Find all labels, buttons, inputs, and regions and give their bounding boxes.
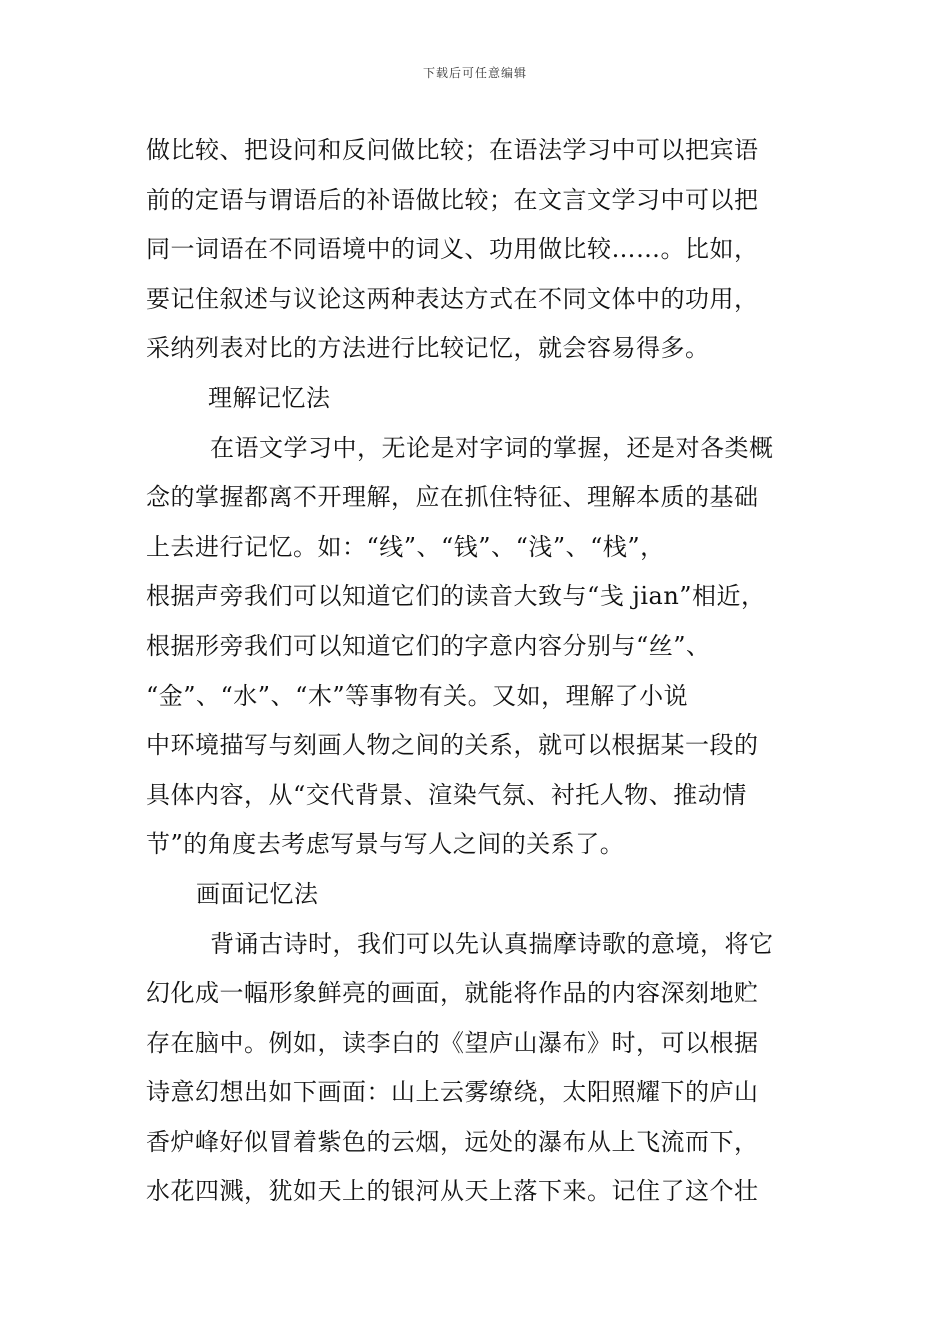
section-heading-picture-memory: 画面记忆法 xyxy=(196,879,319,908)
body-line: 前的定语与谓语后的补语做比较；在文言文学习中可以把 xyxy=(146,185,759,214)
body-line: 中环境描写与刻画人物之间的关系，就可以根据某一段的 xyxy=(146,731,759,760)
document-body xyxy=(146,126,816,1217)
body-line: 采纳列表对比的方法进行比较记忆，就会容易得多。 xyxy=(146,334,710,363)
paragraph-first-line: 背诵古诗时，我们可以先认真揣摩诗歌的意境，将它 xyxy=(210,929,774,958)
body-line: “金”、“水”、“木”等事物有关。又如，理解了小说 xyxy=(146,681,689,710)
body-line: 节”的角度去考虑写景与写人之间的关系了。 xyxy=(146,830,625,859)
body-line: 存在脑中。例如，读李白的《望庐山瀑布》时，可以根据 xyxy=(146,1028,759,1057)
page-header: 下载后可任意编辑 xyxy=(422,66,527,80)
section-heading-understanding-memory: 理解记忆法 xyxy=(208,383,331,412)
body-line: 根据声旁我们可以知道它们的读音大致与“戋 jian”相近， xyxy=(146,582,766,611)
body-line: 做比较、把设问和反问做比较；在语法学习中可以把宾语 xyxy=(146,136,759,164)
body-line: 同一词语在不同语境中的词义、功用做比较……。比如， xyxy=(146,235,759,264)
paragraph-first-line: 在语文学习中，无论是对字词的掌握，还是对各类概 xyxy=(210,433,774,462)
body-line: 具体内容，从“交代背景、渲染气氛、衬托人物、推动情 xyxy=(146,780,747,809)
body-line: 要记住叙述与议论这两种表达方式在不同文体中的功用， xyxy=(146,284,759,313)
body-line: 水花四溅，犹如天上的银河从天上落下来。记住了这个壮 xyxy=(146,1177,759,1206)
body-line: 上去进行记忆。如：“线”、“钱”、“浅”、“栈”， xyxy=(146,532,665,561)
body-line: 诗意幻想出如下画面：山上云雾缭绕，太阳照耀下的庐山 xyxy=(146,1078,759,1107)
body-line: 幻化成一幅形象鲜亮的画面，就能将作品的内容深刻地贮 xyxy=(146,979,759,1008)
body-line: 香炉峰好似冒着紫色的云烟，远处的瀑布从上飞流而下， xyxy=(146,1127,759,1156)
body-line: 根据形旁我们可以知道它们的字意内容分别与“丝”、 xyxy=(146,631,711,660)
body-line: 念的掌握都离不开理解，应在抓住特征、理解本质的基础 xyxy=(146,483,759,512)
